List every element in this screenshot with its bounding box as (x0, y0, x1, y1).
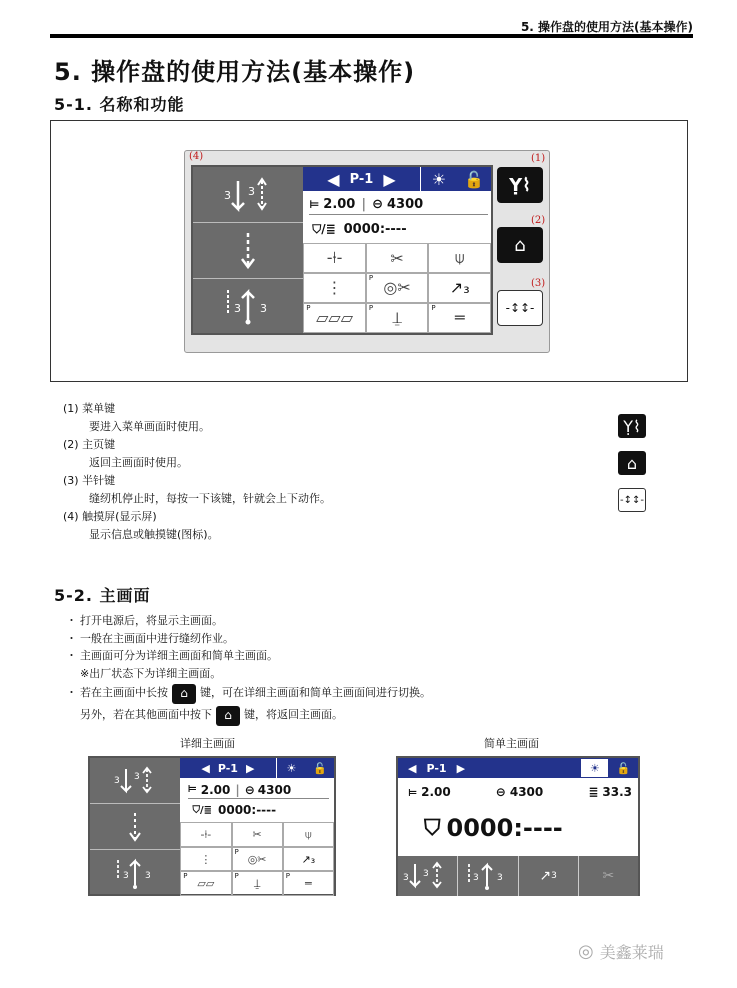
page-title: 5. 操作盘的使用方法(基本操作) (54, 58, 416, 86)
label-1: (1) (531, 153, 546, 164)
screen-left-column (193, 167, 303, 333)
p-mark: P (183, 872, 188, 880)
feed-button[interactable] (428, 273, 491, 302)
simple-backtack-start[interactable] (398, 856, 458, 896)
caption-detail: 详细主画面 (180, 737, 235, 750)
simple-bottom-bar (398, 856, 638, 896)
light-button[interactable] (580, 758, 609, 778)
simple-program-selector[interactable] (398, 758, 580, 778)
half-stitch-grid-button[interactable] (303, 273, 366, 302)
light-button[interactable] (420, 167, 458, 191)
stitch-length-value: 2.00 (421, 785, 451, 799)
triangle-left-icon[interactable]: ◀ (201, 761, 210, 775)
auto-trim-button[interactable] (232, 847, 283, 871)
svg-text:3: 3 (234, 302, 242, 315)
svg-text:3: 3 (145, 871, 151, 881)
p-mark: P (368, 274, 374, 283)
needle-stop-button[interactable] (232, 871, 283, 896)
menu-wrench-icon: Ỵ⌇ (618, 414, 646, 438)
desc-1-text: 要进入菜单画面时使用。 (89, 420, 210, 433)
section2-heading: 5-2. 主画面 (54, 586, 151, 605)
svg-text:3: 3 (496, 873, 503, 883)
detail-program-bar (180, 758, 334, 778)
bullet-2: 一般在主画面中进行缝纫作业。 (80, 631, 234, 645)
feed-icon: ↗₃ (449, 278, 470, 298)
detail-main-screen[interactable] (88, 756, 336, 896)
program-selector[interactable] (303, 167, 419, 191)
stitch-length-icon: ⊨ (187, 784, 197, 795)
speed-value: 4300 (509, 785, 544, 799)
presser-button[interactable] (180, 871, 231, 896)
operation-panel (184, 150, 550, 353)
half-stitch-icon: -↕↕- (505, 301, 535, 315)
feed-icon: ↗₃ (301, 852, 316, 866)
triangle-left-icon[interactable]: ◀ (327, 169, 340, 189)
detail-backtack-start[interactable] (90, 758, 180, 804)
scissors-icon: ✂ (252, 828, 262, 841)
desc-4-title: (4) 触摸屏(显示屏) (63, 510, 157, 523)
foot-icon: ═ (305, 877, 312, 890)
shirt-icon: ⛉/≣ (192, 804, 212, 816)
light-icon: ☀ (431, 169, 447, 189)
simple-feed-button[interactable] (519, 856, 579, 896)
detail-backtack-end[interactable] (90, 850, 180, 896)
simple-trim-button[interactable] (579, 856, 638, 896)
counter-value: 0000:---- (218, 803, 277, 817)
bullet-1: 打开电源后，将显示主画面。 (80, 614, 223, 627)
detail-left-column (90, 758, 180, 894)
bullet-4b: 键，可在详细主画面和简单主画面间进行切换。 (200, 686, 431, 699)
triangle-right-icon[interactable]: ▶ (383, 169, 396, 189)
half-stitch-button[interactable] (497, 290, 543, 326)
speed-icon: ⊖ (372, 197, 384, 212)
desc-1-title: (1) 菜单键 (63, 402, 116, 415)
speed-icon: ⊖ (244, 782, 255, 797)
section1-heading: 5-1. 名称和功能 (54, 95, 185, 114)
function-grid (303, 243, 491, 333)
label-2: (2) (531, 215, 546, 226)
dashed-down-arrow-icon (123, 810, 147, 844)
stitch-length-icon: ⊨ (408, 788, 418, 799)
svg-text:3: 3 (114, 775, 120, 786)
lock-button[interactable] (306, 758, 334, 778)
bullet-4a: 若在主画面中长按 (80, 686, 168, 699)
needle-position-icon: ⍊ (392, 307, 402, 327)
header-rule (50, 34, 693, 38)
needle-up-down-button[interactable] (180, 822, 231, 847)
needle-position-icon: ⍊ (253, 876, 261, 890)
stitch-speed-row[interactable] (309, 195, 488, 215)
wiper-icon: ⍦ (305, 827, 312, 841)
detail-stitch-speed-row[interactable] (188, 781, 330, 799)
thread-trim-button[interactable] (366, 243, 429, 273)
feed-sub-number: 3 (551, 871, 557, 881)
speed-icon: ⊖ (495, 785, 506, 799)
bullet-5b: 键，将返回主画面。 (244, 708, 343, 721)
feed-button[interactable] (283, 847, 334, 871)
scissors-icon: ✂ (602, 868, 615, 884)
light-button[interactable] (276, 758, 307, 778)
half-stitch-grid-button[interactable] (180, 847, 231, 871)
thread-trim-button[interactable] (232, 822, 283, 847)
shirt-icon: ⛉/≣ (312, 221, 336, 236)
svg-text:3: 3 (260, 302, 268, 315)
desc-3-title: (3) 半针键 (63, 474, 116, 487)
dotted-needle-icon: ⋮ (200, 852, 212, 866)
counter-row[interactable] (312, 219, 491, 239)
lock-icon: 🔓 (464, 169, 485, 189)
reverse-stitch-end-button[interactable] (193, 279, 303, 333)
start-backtack-icon (110, 763, 160, 799)
menu-wrench-icon: Ỵ⌇ (509, 174, 531, 196)
svg-text:3: 3 (134, 771, 140, 782)
watermark (578, 940, 664, 963)
wechat-icon: ◎ (578, 941, 594, 962)
detail-continuous[interactable] (90, 804, 180, 850)
continuous-stitch-button[interactable] (193, 223, 303, 279)
desc-3-text: 缝纫机停止时，每按一下该键，针就会上下动作。 (89, 492, 331, 505)
detail-function-grid (180, 822, 334, 896)
end-backtack-icon (461, 860, 515, 892)
caption-simple: 简单主画面 (484, 737, 539, 750)
counter-value: 0000:---- (343, 221, 407, 237)
main-screen-bullets: ・ 打开电源后，将显示主画面。 ・ 一般在主画面中进行缝纫作业。 ・ 主画面可分为详细主画面和简单主画面。 ※出厂状态下为详细主画面。 ・ 若在主画面中长按 ⌂ 键，可在详细主画面和简单主画面间进行切换。 另外，若在其他画面中按下 ⌂ 键，将返回主画面。 (66, 612, 431, 726)
simple-counter-row[interactable] (424, 810, 634, 846)
wiper-button[interactable] (283, 822, 334, 847)
spiral-scissors-icon: ◎✂ (383, 278, 411, 298)
foot-lift-button[interactable] (428, 303, 491, 333)
needle-icon: -⍿- (326, 248, 343, 268)
detail-program-selector[interactable] (180, 758, 275, 778)
bullet-note: ※出厂状态下为详细主画面。 (80, 666, 222, 680)
shirt-icon: ⛉ (424, 815, 441, 841)
p-mark: P (368, 303, 374, 312)
svg-text:3: 3 (123, 871, 129, 881)
needle-stop-button[interactable] (366, 303, 429, 333)
bullet-3: 主画面可分为详细主画面和简单主画面。 (80, 649, 278, 662)
spiral-scissors-icon: ◎✂ (247, 852, 267, 866)
lock-button[interactable] (609, 758, 638, 778)
lock-button[interactable] (457, 167, 491, 191)
program-number: P-1 (349, 171, 374, 187)
svg-text:3: 3 (472, 873, 479, 883)
stitch-length-value: 2.00 (323, 197, 356, 212)
half-stitch-icon: -↕↕- (618, 488, 646, 512)
desc-2-text: 返回主画面时使用。 (89, 456, 188, 469)
simple-values-row[interactable] (408, 782, 632, 802)
home-icon: ⌂ (172, 684, 196, 704)
wiper-button[interactable] (428, 243, 491, 273)
start-backtack-icon (401, 860, 455, 892)
simple-backtack-end[interactable] (458, 856, 518, 896)
program-number: P-1 (426, 761, 447, 775)
svg-text:3: 3 (224, 188, 232, 202)
dashed-down-arrow-icon (233, 229, 263, 273)
home-icon: ⌂ (618, 451, 646, 475)
tension-icon: ≣ (588, 785, 599, 799)
feed-icon: ↗ (539, 868, 552, 884)
needle-up-down-button[interactable] (303, 243, 366, 273)
lock-icon: 🔓 (616, 761, 631, 775)
feed-dog-icon: ▱▱▱ (316, 308, 353, 328)
svg-text:3: 3 (402, 873, 409, 883)
divider: | (235, 782, 240, 797)
feed-dog-icon: ▱▱ (197, 877, 215, 890)
auto-trim-button[interactable] (366, 273, 429, 302)
lock-icon: 🔓 (313, 761, 327, 775)
bullet-5a: 另外，若在其他画面中按下 (80, 708, 212, 721)
simple-program-bar (398, 758, 638, 778)
triangle-left-icon[interactable]: ◀ (408, 761, 417, 775)
p-mark: P (306, 303, 311, 312)
divider: | (361, 197, 367, 212)
program-number: P-1 (217, 761, 238, 775)
label-4: (4) (189, 151, 204, 162)
stitch-length-value: 2.00 (200, 782, 231, 797)
detail-counter-row[interactable] (192, 801, 334, 819)
program-bar (303, 167, 491, 191)
simple-main-screen[interactable] (396, 756, 640, 896)
desc-4-text: 显示信息或触摸键(图标)。 (89, 528, 219, 541)
p-mark: P (234, 848, 239, 856)
watermark-text: 美鑫莱瑞 (599, 943, 664, 962)
home-icon: ⌂ (514, 234, 526, 256)
start-backtack-icon (218, 173, 278, 217)
speed-value: 4300 (257, 782, 292, 797)
triangle-right-icon[interactable]: ▶ (456, 761, 466, 775)
scissors-icon: ✂ (390, 248, 404, 268)
tension-value: 33.3 (602, 785, 632, 799)
svg-text:3: 3 (422, 869, 429, 879)
label-3: (3) (531, 278, 546, 289)
triangle-right-icon[interactable]: ▶ (245, 761, 255, 775)
light-icon: ☀ (286, 761, 297, 775)
p-mark: P (234, 872, 239, 880)
touch-screen[interactable] (191, 165, 493, 335)
end-backtack-icon (218, 284, 278, 328)
dotted-needle-icon: ⋮ (326, 278, 343, 298)
wiper-icon: ⍦ (454, 248, 465, 268)
running-header: 5. 操作盘的使用方法(基本操作) (520, 20, 693, 34)
needle-icon: -⍿- (200, 827, 212, 841)
p-mark: P (431, 303, 436, 312)
home-icon: ⌂ (216, 706, 240, 726)
counter-value: 0000:---- (446, 814, 563, 842)
menu-button[interactable] (497, 167, 543, 203)
desc-2-title: (2) 主页键 (63, 438, 116, 451)
svg-text:3: 3 (248, 184, 256, 198)
p-mark: P (285, 872, 290, 880)
reverse-stitch-start-button[interactable] (193, 167, 303, 223)
home-button[interactable] (497, 227, 543, 263)
speed-value: 4300 (387, 197, 424, 212)
light-icon: ☀ (589, 761, 600, 775)
foot-icon: ═ (454, 308, 465, 328)
key-descriptions (63, 400, 331, 544)
presser-button[interactable] (303, 303, 366, 333)
stitch-length-icon: ⊨ (309, 198, 320, 211)
foot-lift-button[interactable] (283, 871, 334, 896)
end-backtack-icon (110, 855, 160, 891)
